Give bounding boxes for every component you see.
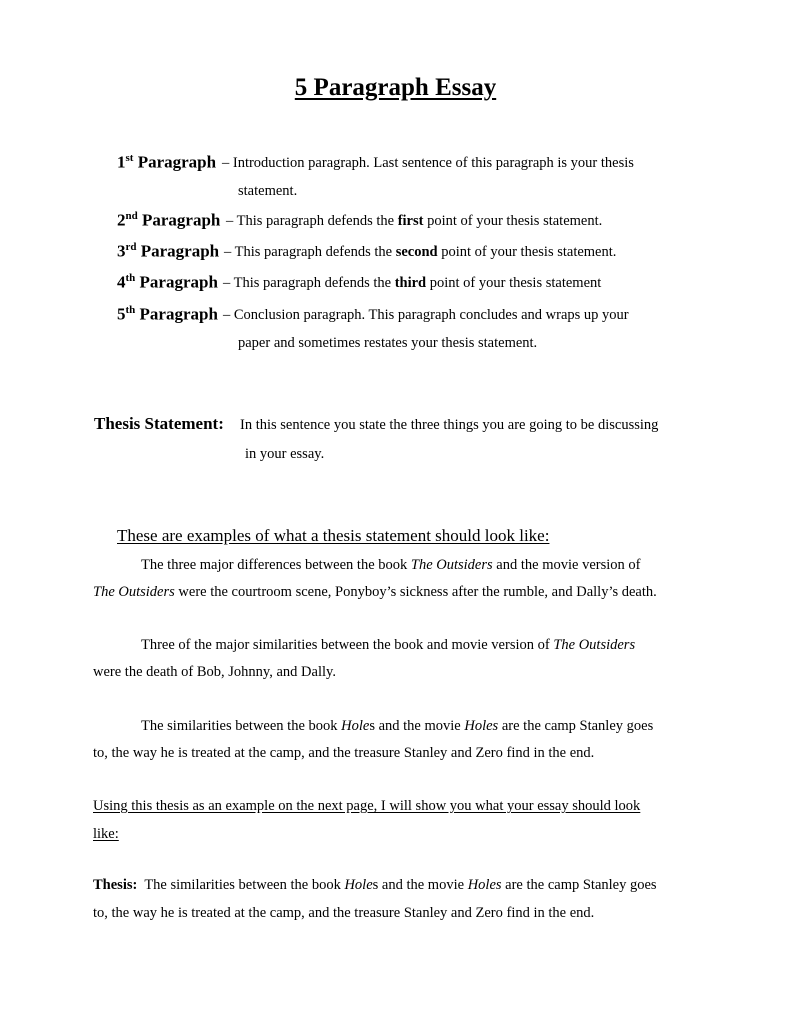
paragraph-1-description-cont: statement. bbox=[238, 183, 298, 199]
paragraph-4-description: – This paragraph defends the third point of your thesis statement bbox=[223, 275, 602, 291]
paragraph-2-label: 2nd Paragraph bbox=[117, 210, 221, 230]
example-1-line-1: The three major differences between the book The Outsiders and the movie version of bbox=[141, 557, 641, 573]
thesis-statement-text-cont: in your essay. bbox=[245, 446, 325, 462]
page-title bbox=[0, 74, 791, 102]
example-2-line-1: Three of the major similarities between the book and movie version of The Outsiders bbox=[141, 637, 636, 653]
examples-heading: These are examples of what a thesis statement should look like: bbox=[117, 526, 550, 545]
page-title-text: 5 Paragraph Essay bbox=[294, 74, 497, 101]
example-3-line-1: The similarities between the book Holes and the movie Holes are the camp Stanley goes bbox=[141, 718, 654, 734]
final-thesis-line-2: to, the way he is treated at the camp, and the treasure Stanley and Zero find in the end. bbox=[93, 905, 595, 921]
paragraph-1-description: – Introduction paragraph. Last sentence of this paragraph is your thesis bbox=[222, 155, 634, 171]
example-2-line-2: were the death of Bob, Johnny, and Dally. bbox=[93, 664, 336, 680]
note-line-1: Using this thesis as an example on the next page, I will show you what your essay should look bbox=[93, 798, 641, 814]
paragraph-3-label: 3rd Paragraph bbox=[117, 241, 220, 261]
paragraph-5-label: 5th Paragraph bbox=[117, 304, 218, 324]
paragraph-5-description-cont: paper and sometimes restates your thesis statement. bbox=[238, 335, 538, 351]
example-3-line-2: to, the way he is treated at the camp, and the treasure Stanley and Zero find in the end. bbox=[93, 745, 595, 761]
paragraph-5-description: – Conclusion paragraph. This paragraph concludes and wraps up your bbox=[223, 307, 629, 323]
paragraph-1-label: 1st Paragraph bbox=[117, 152, 217, 172]
paragraph-3-description: – This paragraph defends the second point of your thesis statement. bbox=[224, 244, 617, 260]
paragraph-2-description: – This paragraph defends the first point of your thesis statement. bbox=[226, 213, 603, 229]
thesis-statement-text: In this sentence you state the three things you are going to be discussing bbox=[240, 417, 659, 433]
note-line-2: like: bbox=[93, 826, 119, 842]
paragraph-4-label: 4th Paragraph bbox=[117, 272, 218, 292]
example-1-line-2: The Outsiders were the courtroom scene, Ponyboy’s sickness after the rumble, and Dally’s death. bbox=[93, 584, 657, 600]
thesis-statement-label: Thesis Statement: bbox=[94, 414, 224, 433]
final-thesis-line-1: Thesis: The similarities between the book Holes and the movie Holes are the camp Stanley goes bbox=[93, 877, 657, 893]
